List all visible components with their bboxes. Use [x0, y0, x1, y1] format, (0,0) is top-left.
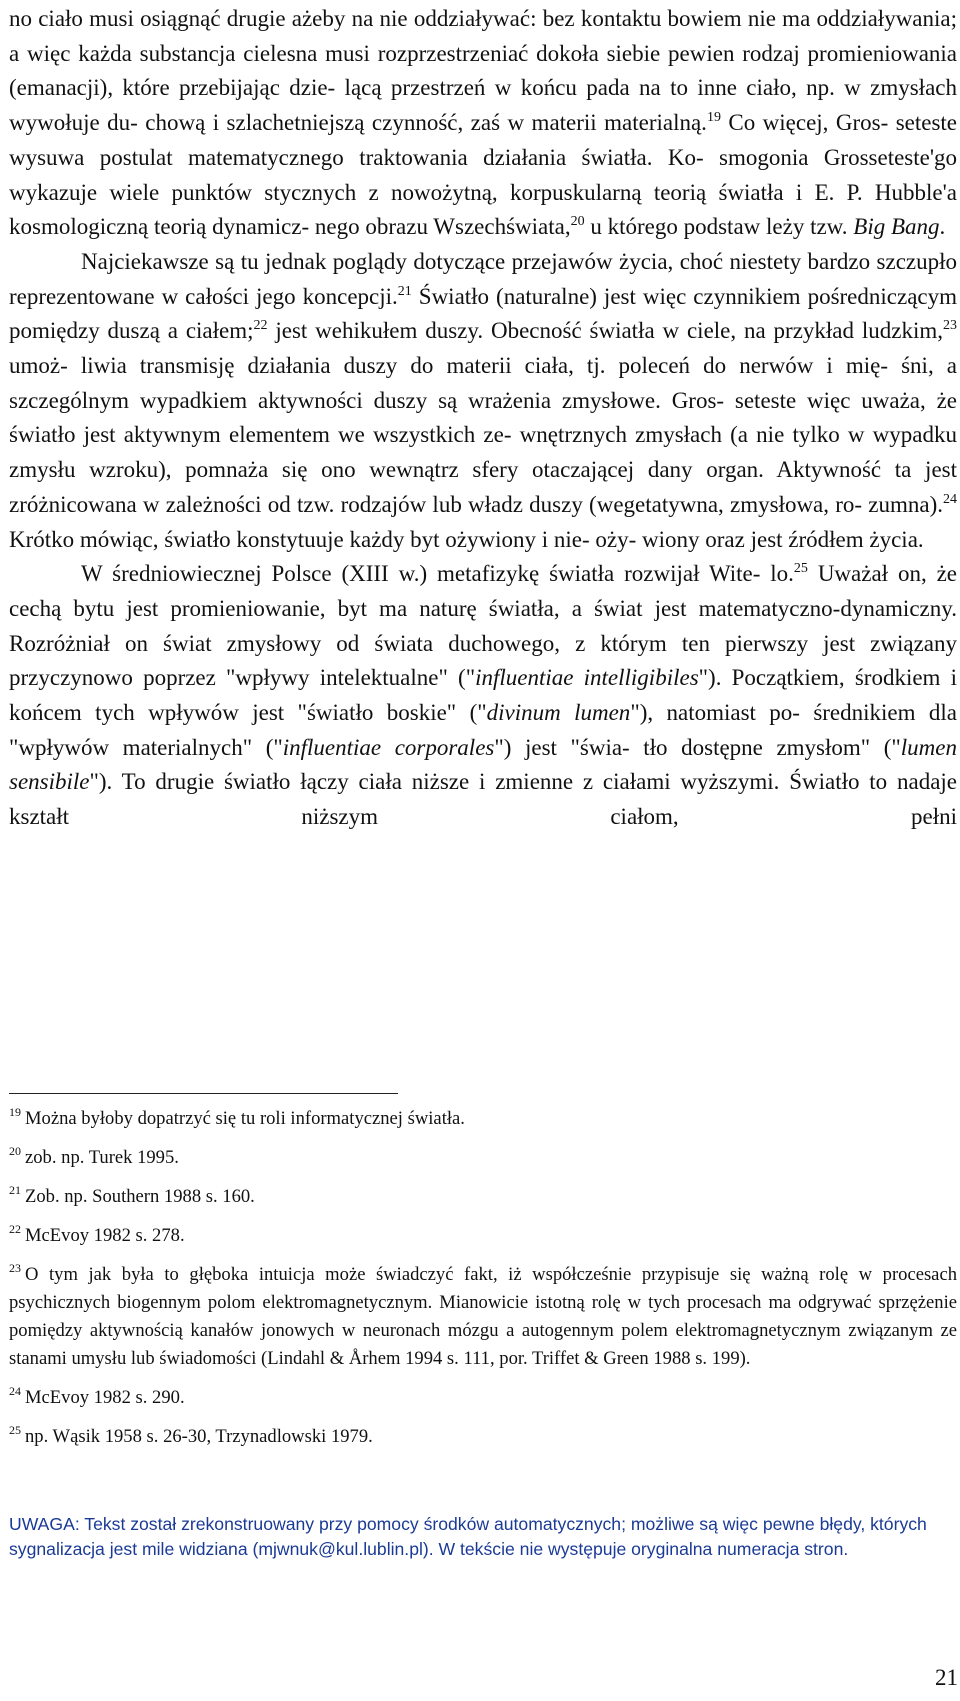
text-run: .: [939, 214, 946, 240]
text-run: no ciało musi osiągnąć drugie ażeby na nie oddziaływać: bez kontaktu bowiem nie ma oddziaływania; a więc każda substancja cielesna musi rozprzestrzeniać dokoła siebie pewien rodzaj promieniowania (emanacji), które przebijając dzie- lącą przestrzeń w końcu pada na to inne ciało, np. w zmysłach wywołuje du- chową i szlachetniejszą czynność, zaś w materii materialną.: [9, 6, 957, 136]
footnotes: [9, 1105, 957, 1462]
italic-term: influentiae intelligibiles: [475, 665, 699, 691]
paragraph-2: [9, 245, 957, 557]
footnote-number: 22: [9, 1222, 21, 1236]
footnote-24: [9, 1384, 957, 1412]
footnote-ref-25[interactable]: 25: [793, 561, 808, 577]
footnote-ref-19[interactable]: 19: [706, 110, 721, 126]
text-run: "), natomiast po- średnikiem dla "wpływów materialnych" (": [9, 700, 957, 760]
footnote-ref-24[interactable]: 24: [943, 491, 957, 507]
footnote-number: 23: [9, 1261, 21, 1275]
italic-term: Big Bang: [853, 214, 940, 240]
footnote-text: np. Wąsik 1958 s. 26-30, Trzynadlowski 1979.: [25, 1426, 373, 1447]
footnote-text: Można byłoby dopatrzyć się tu roli informatycznej światła.: [25, 1108, 465, 1129]
footnote-text: McEvoy 1982 s. 278.: [25, 1225, 185, 1246]
text-run: Uważał on, że cechą bytu jest promieniowanie, byt ma naturę światła, a świat jest matematyczno-dynamiczny. Rozróżniał on świat zmysłowy od świata duchowego, z którym ten pierwszy jest związany przyczynowo poprzez "wpływy intelektualne" (": [9, 561, 958, 691]
main-text: [9, 2, 957, 835]
text-run: Krótko mówiąc, światło konstytuuje każdy byt ożywiony i nie- oży- wiony oraz jest źródłem życia.: [9, 526, 924, 552]
footnote-21: [9, 1183, 957, 1211]
footnote-text: Zob. np. Southern 1988 s. 160.: [25, 1186, 255, 1207]
footnote-ref-21[interactable]: 21: [397, 283, 412, 299]
footnote-text: O tym jak była to głęboka intuicja może świadczyć fakt, iż współcześnie przypisuje się ważną rolę w procesach psychicznych biogennym polom elektromagnetycznym. Mianowicie istotną rolę w tych procesach ma odgrywać sprzężenie pomiędzy aktywnością kanałów jonowych w neuronach mózgu a autogennym polem elektromagnetycznym związanym ze stanami umysłu lub świadomości (Lindahl & Århem 1994 s. 111, por. Triffet & Green 1988 s. 199).: [9, 1264, 957, 1369]
footnote-25: [9, 1423, 957, 1451]
text-run: "). To drugie światło łączy ciała niższe i zmienne z ciałami wyższymi. Światło to nadaje kształt niższym ciałom, pełni: [9, 769, 957, 830]
footnote-ref-23[interactable]: 23: [942, 318, 957, 334]
footnote-20: [9, 1144, 957, 1172]
footnote-number: 25: [9, 1423, 21, 1437]
text-run: W średniowiecznej Polsce (XIII w.) metafizykę światła rozwijał Wite- lo.: [81, 561, 794, 587]
footnote-text: zob. np. Turek 1995.: [25, 1147, 179, 1168]
text-run: Najciekawsze są tu jednak poglądy dotyczące przejawów życia, choć niestety bardzo szczupło reprezentowane w całości jego koncepcji.: [9, 248, 957, 309]
text-run: ") jest "świa- tło dostępne zmysłom" (": [494, 734, 901, 760]
text-run: umoż- liwia transmisję działania duszy do materii ciała, tj. poleceń do nerwów i mię- śni, a szczególnym wypadkiem aktywności duszy są wrażenia zmysłowe. Gros- seteste więc uważa, że światło jest aktywnym elementem we wszystkich ze- wnętrznych zmysłach (a nie tylko w wypadku zmysłu wzroku), pomnaża się ono wewnątrz sfery otaczającej dany organ. Aktywność ta jest zróżnicowana w zależności od tzw. rodzajów lub władz duszy (wegetatywna, zmysłowa, ro- zumna).: [9, 353, 957, 517]
text-run: u którego podstaw leży tzw.: [584, 214, 854, 240]
footnote-ref-20[interactable]: 20: [570, 214, 585, 230]
footnote-23: [9, 1261, 957, 1373]
footnote-number: 24: [9, 1384, 21, 1398]
page-number: 21: [935, 1665, 958, 1690]
footnote-text: McEvoy 1982 s. 290.: [25, 1387, 185, 1408]
text-run: jest wehikułem duszy. Obecność światła w ciele, na przykład ludzkim,: [267, 318, 943, 344]
footnote-number: 21: [9, 1183, 21, 1197]
footnote-19: [9, 1105, 957, 1133]
paragraph-3: [9, 557, 957, 835]
footnote-ref-22[interactable]: 22: [253, 318, 268, 334]
text-run: "). Początkiem, środkiem i końcem tych wpływów jest "światło boskie" (": [9, 665, 957, 726]
text-run: Światło (naturalne) jest więc czynnikiem pośredniczącym pomiędzy duszą a ciałem;: [9, 283, 958, 344]
reconstruction-notice: UWAGA: Tekst został zrekonstruowany przy pomocy środków automatycznych; możliwe są więc pewne błędy, których sygnalizacja jest mile widziana (mjwnuk@kul.lublin.pl). W tekście nie występuje oryginalna numeracja stron.: [9, 1514, 927, 1559]
footnote-separator: [9, 1093, 398, 1094]
footnote-22: [9, 1222, 957, 1250]
italic-term: influentiae corporales: [282, 734, 495, 760]
footnote-number: 20: [9, 1144, 21, 1158]
footnote-number: 19: [9, 1105, 21, 1119]
italic-term: lumen sensibile: [9, 734, 958, 795]
text-run: Co więcej, Gros- seteste wysuwa postulat matematycznego traktowania działania światła. Ko- smogonia Grosseteste'go wykazuje wiele punktów stycznych z nowożytną, korpuskularną teorią światła i E. P. Hubble'a kosmologiczną teorią dynamicz- nego obrazu Wszechświata,: [9, 110, 957, 240]
italic-term: divinum lumen: [486, 700, 631, 726]
paragraph-1: [9, 2, 957, 245]
